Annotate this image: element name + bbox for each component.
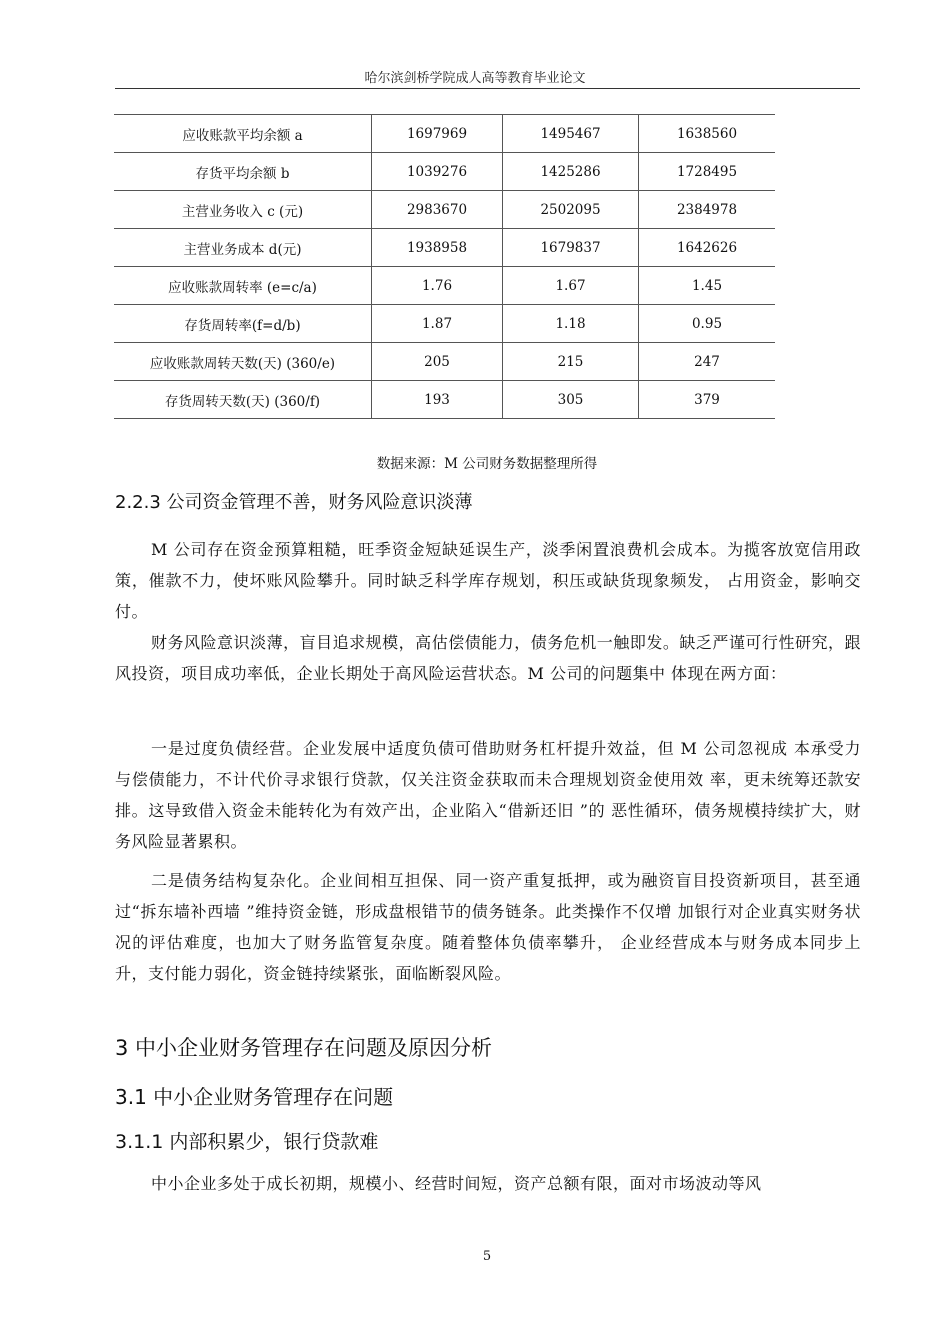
value-year-1: 193	[372, 381, 503, 419]
row-label: 存货周转率(f=d/b)	[114, 305, 372, 343]
table-row	[114, 115, 775, 153]
value-year-3: 2384978	[639, 191, 776, 229]
value-year-1: 1.87	[372, 305, 503, 343]
page-number: 5	[482, 1249, 492, 1264]
row-label: 主营业务成本 d(元)	[114, 229, 372, 267]
value-year-2: 2502095	[503, 191, 639, 229]
value-year-3: 1.45	[639, 267, 776, 305]
value-year-2: 1425286	[503, 153, 639, 191]
value-year-1: 205	[372, 343, 503, 381]
value-year-2: 1.67	[503, 267, 639, 305]
value-year-2: 1.18	[503, 305, 639, 343]
section-3-1-heading: 3.1 中小企业财务管理存在问题	[115, 1085, 394, 1109]
value-year-2: 215	[503, 343, 639, 381]
section-heading-2-2-3: 2.2.3 公司资金管理不善，财务风险意识淡薄	[115, 492, 473, 513]
value-year-2: 1495467	[503, 115, 639, 153]
paragraph-excessive-debt: 一是过度负债经营。企业发展中适度负债可借助财务杠杆提升效益，但 M 公司忽视成 本承受力与偿债能力，不计代价寻求银行贷款，仅关注资金获取而未合理规划资金使用效 率，更未统筹还款安排。这导致借入资金未能转化为有效产出，企业陷入“借新还旧 ”的 恶性循环，债务规模持续扩大，财务风险显著累积。	[115, 739, 861, 851]
page-header-title: 哈尔滨剑桥学院成人高等教育毕业论文	[364, 71, 586, 86]
paragraph-debt-structure: 二是债务结构复杂化。企业间相互担保、同一资产重复抵押，或为融资盲目投资新项目，甚至通过“拆东墙补西墙 ”维持资金链，形成盘根错节的债务链条。此类操作不仅增 加银行对企业真实财务状况的评估难度，也加大了财务监管复杂度。随着整体负债率攀升， 企业经营成本与财务成本同步上升，支付能力弱化，资金链持续紧张，面临断裂风险。	[115, 871, 861, 983]
table-row	[114, 153, 775, 191]
value-year-3: 379	[639, 381, 776, 419]
paragraph-cash-management: M 公司存在资金预算粗糙，旺季资金短缺延误生产，淡季闲置浪费机会成本。为揽客放宽信用政策，催款不力，使坏账风险攀升。同时缺乏科学库存规划，积压或缺货现象频发， 占用资金，影响交付。	[115, 540, 861, 621]
paragraph-risk-awareness: 财务风险意识淡薄，盲目追求规模，高估偿债能力，债务危机一触即发。缺乏严谨可行性研究，跟风投资，项目成功率低，企业长期处于高风险运营状态。M 公司的问题集中 体现在两方面：	[115, 633, 861, 683]
value-year-3: 1642626	[639, 229, 776, 267]
value-year-3: 0.95	[639, 305, 776, 343]
header-divider	[115, 88, 860, 89]
chapter-3-heading: 3 中小企业财务管理存在问题及原因分析	[115, 1036, 493, 1060]
table-row	[114, 343, 775, 381]
section-3-1-1-heading: 3.1.1 内部积累少，银行贷款难	[115, 1131, 379, 1153]
value-year-2: 1679837	[503, 229, 639, 267]
value-year-2: 305	[503, 381, 639, 419]
table-row	[114, 191, 775, 229]
row-label: 存货平均余额 b	[114, 153, 372, 191]
paragraph-internal-accumulation: 中小企业多处于成长初期，规模小、经营时间短，资产总额有限，面对市场波动等风	[151, 1174, 762, 1193]
table-source-note: 数据来源：M 公司财务数据整理所得	[376, 456, 598, 472]
row-label: 主营业务收入 c (元)	[114, 191, 372, 229]
value-year-1: 1938958	[372, 229, 503, 267]
turnover-table	[114, 114, 775, 419]
table-row	[114, 267, 775, 305]
value-year-1: 1.76	[372, 267, 503, 305]
value-year-1: 2983670	[372, 191, 503, 229]
row-label: 存货周转天数(天) (360/f)	[114, 381, 372, 419]
value-year-1: 1039276	[372, 153, 503, 191]
value-year-1: 1697969	[372, 115, 503, 153]
table-row	[114, 229, 775, 267]
row-label: 应收账款周转率 (e=c/a)	[114, 267, 372, 305]
value-year-3: 1638560	[639, 115, 776, 153]
row-label: 应收账款周转天数(天) (360/e)	[114, 343, 372, 381]
value-year-3: 1728495	[639, 153, 776, 191]
table-row	[114, 381, 775, 419]
table-row	[114, 305, 775, 343]
value-year-3: 247	[639, 343, 776, 381]
row-label: 应收账款平均余额 a	[114, 115, 372, 153]
